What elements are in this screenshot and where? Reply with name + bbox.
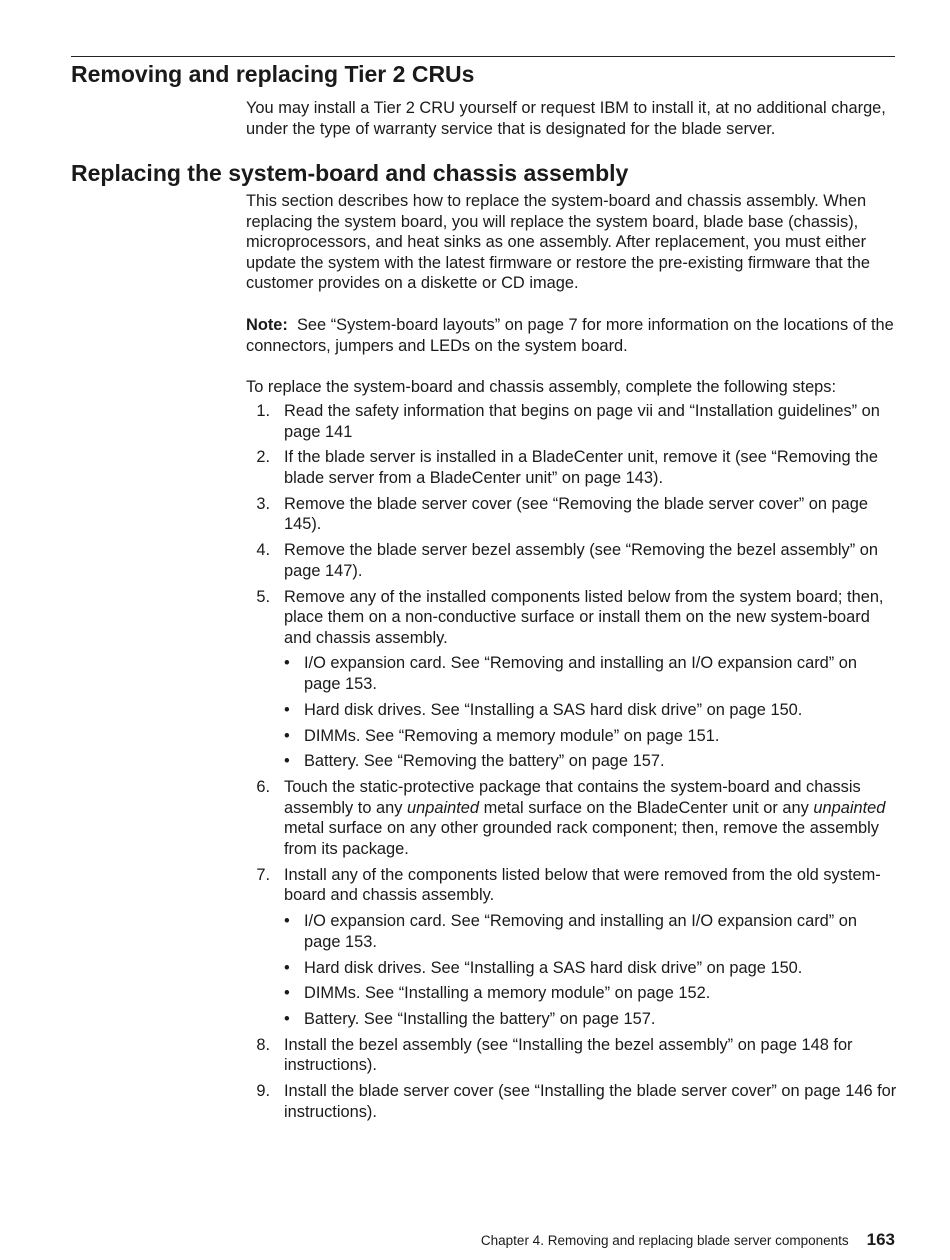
section-heading-tier2: Removing and replacing Tier 2 CRUs (71, 61, 475, 87)
step-text: Remove the blade server cover (see “Removing the blade server cover” on page 145). (284, 494, 868, 534)
step-item (246, 494, 898, 535)
bullet-list (284, 911, 898, 1030)
note-text: See “System-board layouts” on page 7 for more information on the locations of the connectors, jumpers and LEDs on the system board. (246, 316, 894, 355)
step-number: 3. (256, 494, 270, 513)
bullet-item (284, 700, 898, 721)
note-label: Note: (246, 316, 288, 334)
bullet-mark: • (284, 700, 290, 719)
bullet-list (284, 653, 898, 772)
bullet-mark: • (284, 912, 290, 931)
page-number: 163 (866, 1230, 895, 1249)
step-item (246, 1035, 898, 1076)
steps-intro: To replace the system-board and chassis assembly, complete the following steps: (246, 378, 837, 396)
bullet-text: Battery. See “Removing the battery” on page 157. (304, 752, 665, 771)
bullet-item (284, 1009, 898, 1030)
step-text: If the blade server is installed in a BladeCenter unit, remove it (see “Removing the blade server from a BladeCenter unit” on page 143). (284, 448, 879, 487)
bullet-mark: • (284, 654, 290, 673)
bullet-text: DIMMs. See “Removing a memory module” on page 151. (304, 726, 720, 745)
top-rule (71, 56, 895, 57)
step-text: Install the bezel assembly (see “Installing the bezel assembly” on page 148 for instructions). (284, 1035, 853, 1075)
step-number: 9. (256, 1082, 270, 1101)
step-number: 1. (256, 402, 270, 420)
step-text: Remove the blade server bezel assembly (see “Removing the bezel assembly” on page 147). (284, 541, 878, 580)
bullet-item (284, 726, 898, 747)
bullet-item (284, 911, 898, 952)
step-text-part: metal surface on any other grounded rack component; then, remove the assembly from its package. (284, 819, 879, 858)
bullet-item (284, 653, 898, 694)
step-item (246, 1081, 898, 1122)
emphasis-unpainted: unpainted (813, 798, 886, 817)
step-text: Read the safety information that begins on page vii and “Installation guidelines” on page 141 (284, 402, 880, 441)
bullet-mark: • (284, 958, 290, 977)
bullet-text: DIMMs. See “Installing a memory module” on page 152. (304, 984, 711, 1003)
emphasis-unpainted: unpainted (407, 798, 480, 817)
bullet-item (284, 958, 898, 979)
step-text: Install any of the components listed below that were removed from the old system-board and chassis assembly. (284, 865, 881, 905)
step-number: 8. (256, 1035, 270, 1054)
bullet-item (284, 983, 898, 1004)
step-item (246, 865, 898, 1030)
step-item (246, 447, 898, 488)
bullet-mark: • (284, 1010, 290, 1029)
step-item (246, 401, 898, 442)
step-number: 4. (256, 541, 270, 560)
step-text-part: metal surface on the BladeCenter unit or any (479, 798, 814, 817)
section-body-tier2: You may install a Tier 2 CRU yourself or request IBM to install it, at no additional charge, under the type of warranty service that is designated for the blade server. (246, 99, 886, 138)
bullet-text: Battery. See “Installing the battery” on page 157. (304, 1010, 656, 1029)
step-number: 5. (256, 587, 270, 606)
step-number: 6. (256, 778, 270, 797)
step-text: Install the blade server cover (see “Installing the blade server cover” on page 146 for instructions). (284, 1082, 897, 1121)
step-item (246, 540, 898, 581)
footer-chapter: Chapter 4. Removing and replacing blade server components (480, 1233, 849, 1248)
step-number: 7. (256, 865, 270, 884)
step-item (246, 777, 898, 859)
bullet-mark: • (284, 726, 290, 745)
section-intro: This section describes how to replace the system-board and chassis assembly. When replacing the system board, you will replace the system board, blade base (chassis), microprocessors, and heat sinks as one assembly. After replacement, you must either update the system with the latest firmware or restore the pre-existing firmware that the customer provides on a diskette or CD image. (246, 192, 871, 293)
bullet-mark: • (284, 752, 290, 771)
bullet-mark: • (284, 984, 290, 1003)
step-text-part: Touch the static-protective package that contains the system-board and chassis assembly to any (284, 778, 861, 817)
bullet-text: Hard disk drives. See “Installing a SAS hard disk drive” on page 150. (304, 958, 803, 977)
step-number: 2. (256, 448, 270, 467)
step-item (246, 587, 898, 773)
bullet-item (284, 751, 898, 772)
step-text (284, 778, 885, 858)
note-paragraph (246, 315, 898, 356)
steps-list (246, 401, 898, 1128)
bullet-text: I/O expansion card. See “Removing and installing an I/O expansion card” on page 153. (304, 912, 858, 951)
bullet-text: I/O expansion card. See “Removing and installing an I/O expansion card” on page 153. (304, 654, 858, 694)
page-footer (481, 1228, 895, 1253)
step-text: Remove any of the installed components listed below from the system board; then, place them on a non-conductive surface or install them on the new system-board and chassis assembly. (284, 587, 884, 647)
section-heading-system-board: Replacing the system-board and chassis assembly (71, 160, 629, 186)
bullet-text: Hard disk drives. See “Installing a SAS hard disk drive” on page 150. (304, 700, 803, 719)
